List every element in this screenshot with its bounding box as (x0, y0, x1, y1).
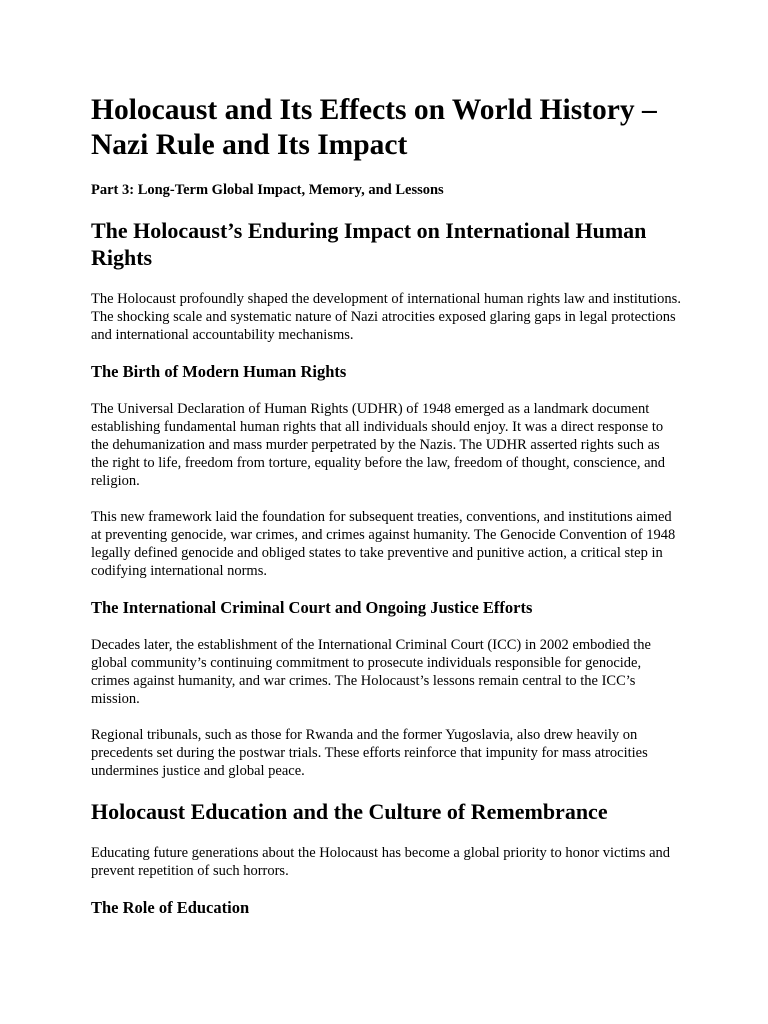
section-heading-education: Holocaust Education and the Culture of Remembrance (91, 799, 608, 824)
paragraph: The Holocaust profoundly shaped the development of international human rights law and institutions. The shocking scale and systematic nature of Nazi atrocities exposed glaring gaps in legal protections and international accountability mechanisms. (91, 291, 681, 343)
section-heading-human-rights: The Holocaust’s Enduring Impact on International Human Rights (91, 218, 647, 270)
paragraph: The Universal Declaration of Human Rights (UDHR) of 1948 emerged as a landmark document establishing fundamental human rights that all individuals should enjoy. It was a direct response to the dehumanization and mass murder perpetrated by the Nazis. The UDHR asserted rights such as the right to life, freedom from torture, equality before the law, freedom of thought, conscience, and religion. (91, 401, 666, 489)
document-page (91, 93, 681, 918)
subheading-icc: The International Criminal Court and Ongoing Justice Efforts (91, 598, 533, 617)
paragraph: This new framework laid the foundation for subsequent treaties, conventions, and institutions aimed at preventing genocide, war crimes, and crimes against humanity. The Genocide Convention of 1948 legally defined genocide and obliged states to take preventive and punitive action, a critical step in codifying international norms. (91, 509, 676, 579)
subheading-birth-of-human-rights: The Birth of Modern Human Rights (91, 362, 347, 381)
part-label: Part 3: Long-Term Global Impact, Memory, and Lessons (91, 182, 444, 198)
paragraph: Decades later, the establishment of the International Criminal Court (ICC) in 2002 embodied the global community’s continuing commitment to prosecute individuals responsible for genocide, crimes against humanity, and war crimes. The Holocaust’s lessons remain central to the ICC’s mission. (91, 637, 651, 707)
paragraph: Educating future generations about the Holocaust has become a global priority to honor victims and prevent repetition of such horrors. (91, 845, 671, 879)
subheading-role-of-education: The Role of Education (91, 898, 250, 917)
paragraph: Regional tribunals, such as those for Rwanda and the former Yugoslavia, also drew heavily on precedents set during the postwar trials. These efforts reinforce that impunity for mass atrocities undermines justice and global peace. (91, 727, 648, 779)
document-title: Holocaust and Its Effects on World History – Nazi Rule and Its Impact (91, 94, 657, 161)
